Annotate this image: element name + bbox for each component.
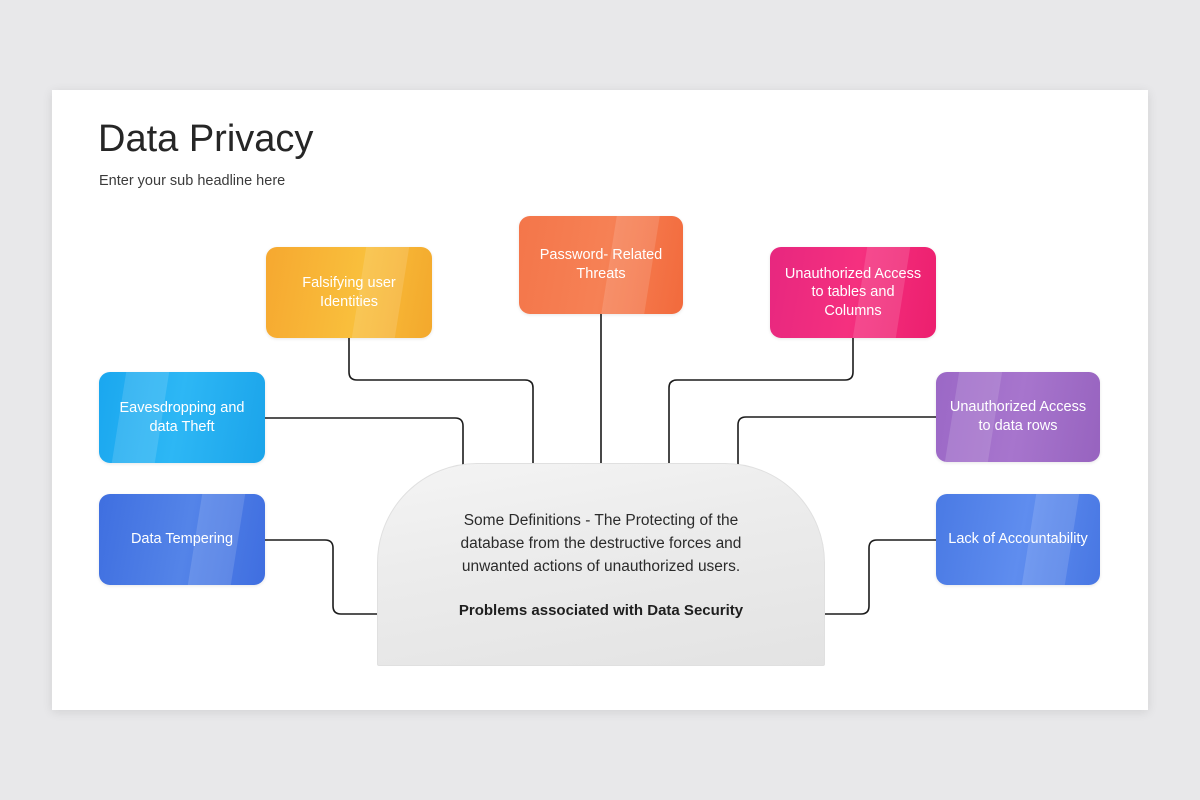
center-node[interactable] <box>377 463 825 666</box>
node-lack-of-accountability[interactable] <box>936 494 1100 585</box>
page-title: Data Privacy <box>98 118 314 160</box>
node-unauthorized-access-data-rows[interactable] <box>936 372 1100 462</box>
node-eavesdropping-data-theft[interactable] <box>99 372 265 463</box>
node-password-related-threats[interactable] <box>519 216 683 314</box>
node-label: Unauthorized Access to data rows <box>949 399 1087 434</box>
page-subtitle: Enter your sub headline here <box>99 173 286 189</box>
node-label: Password- Related Threats <box>539 247 663 282</box>
node-unauthorized-access-tables-columns[interactable] <box>770 247 936 338</box>
node-falsifying-user-identities[interactable] <box>266 247 432 338</box>
node-label: Falsifying user Identities <box>302 274 396 310</box>
node-label: Unauthorized Access to tables and Columns <box>784 265 922 319</box>
node-label: Lack of Accountability <box>948 531 1088 548</box>
node-data-tempering[interactable] <box>99 494 265 585</box>
center-heading: Problems associated with Data Security <box>458 601 744 619</box>
node-label: Eavesdropping and data Theft <box>119 399 245 435</box>
node-label: Data Tempering <box>130 531 234 548</box>
center-definition-text: Some Definitions - The Protecting of the database from the destructive forces and unwanted actions of unauthorized users. <box>460 512 742 575</box>
